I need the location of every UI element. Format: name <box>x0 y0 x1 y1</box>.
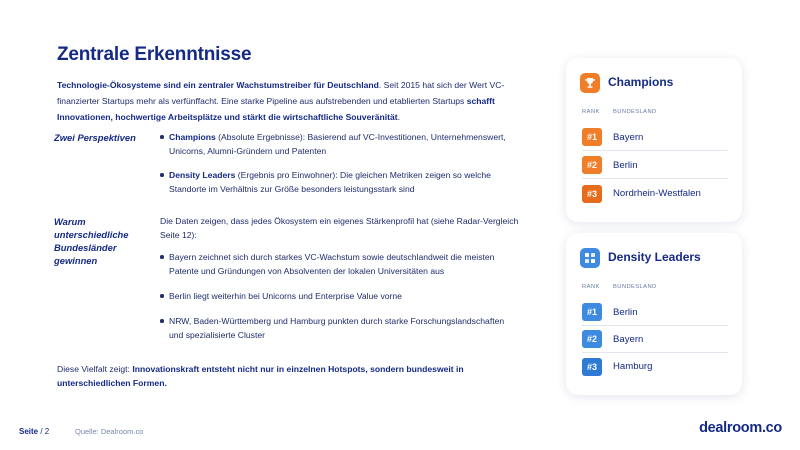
rank-badge: #1 <box>582 128 602 146</box>
state-column-header: BUNDESLAND <box>613 284 657 290</box>
rank-column-header: RANK <box>582 284 600 290</box>
grid-icon <box>580 248 600 268</box>
density-leaders-card <box>566 233 742 395</box>
conclusion-text: Diese Vielfalt zeigt: <box>57 364 133 374</box>
intro-bold-end: schafft Innovationen, hochwertige Arbeitsplätze und stärkt die wirtschaftliche Souveränität <box>57 96 495 122</box>
dealroom-logo: dealroom.co <box>699 420 782 436</box>
intro-text: . Seit 2015 hat sich der Wert VC-finanzierter Startups mehr als verfünffacht. Eine starke Pipeline aus aufstrebenden und etablierten Startups <box>57 80 505 106</box>
rank-badge: #1 <box>582 303 602 321</box>
list-item <box>160 168 520 196</box>
state-name: Bayern <box>613 333 644 345</box>
intro-end: . <box>397 112 401 122</box>
section-label-why: Warum unterschiedliche Bundesländer gewinnen <box>54 216 129 266</box>
table-row <box>582 152 728 179</box>
trophy-icon <box>580 73 600 93</box>
density-leaders-title: Density Leaders <box>608 250 701 264</box>
page-label: Seite <box>19 427 39 436</box>
state-name: Bayern <box>613 131 644 143</box>
rank-badge: #2 <box>582 330 602 348</box>
bullet-bold: Champions <box>169 132 216 142</box>
rank-badge: #3 <box>582 185 602 203</box>
page-number: / 2 <box>40 427 50 436</box>
table-row <box>582 124 728 151</box>
state-name: Nordrhein-Westfalen <box>613 188 701 199</box>
table-row <box>582 326 728 353</box>
list-item: Berlin liegt weiterhin bei Unicorns und Enterprise Value vorne <box>160 289 520 303</box>
rank-badge: #2 <box>582 156 602 174</box>
conclusion-bold: Innovationskraft entsteht nicht nur in einzelnen Hotspots, sondern bundesweit in unterschiedlichen Formen. <box>57 364 464 388</box>
list-item <box>160 130 520 158</box>
list-item: Bayern zeichnet sich durch starkes VC-Wachstum sowie deutschlandweit die meisten Patente und Gründungen von Absolventen der lokalen Universitäten aus <box>160 250 520 278</box>
rank-badge: #3 <box>582 358 602 376</box>
state-name: Berlin <box>613 306 638 318</box>
state-name: Hamburg <box>613 361 653 372</box>
table-row <box>582 353 728 380</box>
state-column-header: BUNDESLAND <box>613 109 657 115</box>
radar-intro-text: Die Daten zeigen, dass jedes Ökosystem ein eigenes Stärkenprofil hat (siehe Radar-Vergleich Seite 12): <box>160 216 519 240</box>
list-item: NRW, Baden-Württemberg und Hamburg punkten durch starke Forschungslandschaften und spezialisierte Cluster <box>160 314 520 342</box>
perspectives-list <box>160 130 520 196</box>
bullet-text: (Absolute Ergebnisse): Basierend auf VC-Investitionen, Unternehmenswert, Unicorns, Alumni-Gründern und Patenten <box>169 132 506 156</box>
rank-column-header: RANK <box>582 109 600 115</box>
intro-paragraph <box>57 77 527 125</box>
source-note: Quelle: Dealroom.co <box>75 427 144 436</box>
bullet-text: (Ergebnis pro Einwohner): Die gleichen Metriken zeigen so welche Standorte im Verhältnis zur Größe besonders leistungsstark sind <box>169 170 491 194</box>
section-label-perspectives: Zwei Perspektiven <box>54 132 136 143</box>
champions-title: Champions <box>608 75 674 89</box>
page-indicator <box>19 427 49 436</box>
table-row <box>582 180 728 207</box>
state-name: Berlin <box>613 159 638 171</box>
conclusion-paragraph <box>57 362 527 390</box>
page-title: Zentrale Erkenntnisse <box>57 44 252 65</box>
intro-bold-start: Technologie-Ökosysteme sind ein zentraler Wachstumstreiber für Deutschland <box>57 80 379 90</box>
table-row <box>582 299 728 326</box>
bullet-bold: Density Leaders <box>169 170 236 180</box>
champions-card <box>566 58 742 222</box>
strengths-list <box>160 250 520 342</box>
